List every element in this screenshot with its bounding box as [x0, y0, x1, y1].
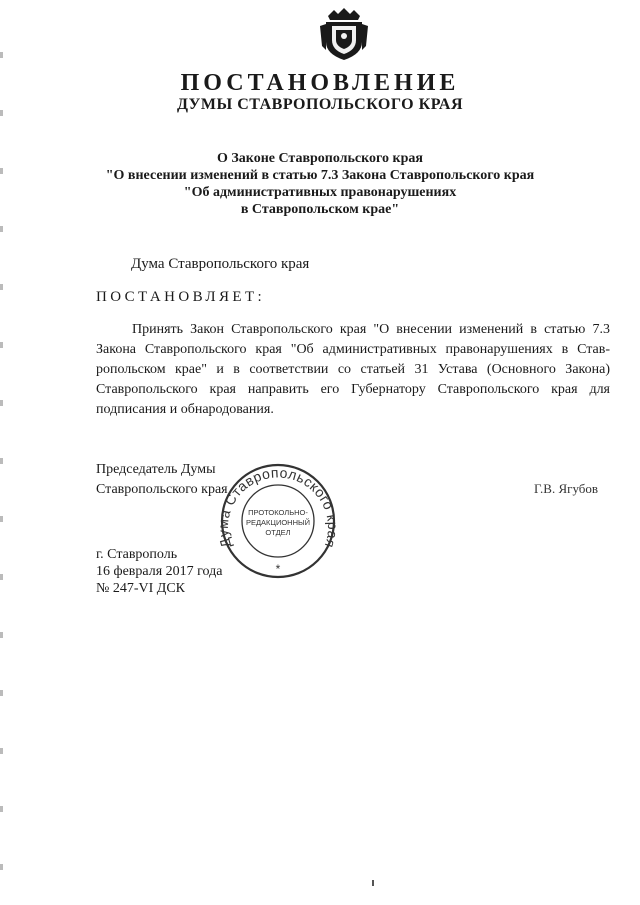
decrees-heading: ПОСТАНОВЛЯЕТ: [96, 289, 266, 305]
issuer-line: Дума Ставропольского края [131, 256, 310, 272]
paragraph-line: Принять Закон Ставропольского края "О внесении изменений в статью 7.3 [132, 322, 610, 337]
stamp-center-line: ОТДЕЛ [265, 528, 291, 537]
signatory-position [96, 460, 228, 500]
resolution-paragraph [96, 320, 610, 420]
issue-city: г. Ставрополь [96, 547, 178, 562]
document-subtitle: ДУМЫ СТАВРОПОЛЬСКОГО КРАЯ [176, 96, 464, 113]
stamp-center-line: РЕДАКЦИОННЫЙ [245, 518, 311, 527]
paragraph-line: Ставропольского края направить его Губернатору Ставропольского края для [96, 382, 610, 397]
paragraph-line: ропольском крае" и в соответствии со статьей 31 Устава (Основного Закона) [96, 362, 610, 377]
subject-line: О Законе Ставропольского края [217, 151, 423, 166]
document-subject [0, 150, 640, 218]
signatory-position-line: Ставропольского края [96, 482, 228, 497]
subject-line: "Об административных правонарушениях [183, 185, 457, 200]
scan-speck [372, 880, 374, 886]
subject-line: "О внесении изменений в статью 7.3 Закона Ставропольского края [105, 168, 535, 183]
stamp-ring-text: Дума Ставропольского края [214, 464, 342, 551]
coat-of-arms-icon [318, 6, 370, 62]
signatory-name: Г.В. Ягубов [534, 481, 599, 496]
subject-line: в Ставропольском крае" [240, 202, 400, 217]
stamp-center-line: ПРОТОКОЛЬНО- [248, 508, 308, 517]
scan-edge [0, 0, 3, 905]
stamp-star-icon: * [275, 562, 281, 576]
issue-date: 16 февраля 2017 года [96, 564, 223, 579]
signatory-position-line: Председатель Думы [96, 462, 216, 477]
document-number: № 247-VI ДСК [96, 581, 186, 596]
paragraph-line: подписания и обнародования. [96, 402, 274, 417]
paragraph-line: Закона Ставропольского края "Об административных правонарушениях в Став- [96, 342, 610, 357]
document-title: ПОСТАНОВЛЕНИЕ [180, 70, 460, 96]
issue-details [96, 546, 223, 597]
official-stamp [213, 463, 343, 581]
